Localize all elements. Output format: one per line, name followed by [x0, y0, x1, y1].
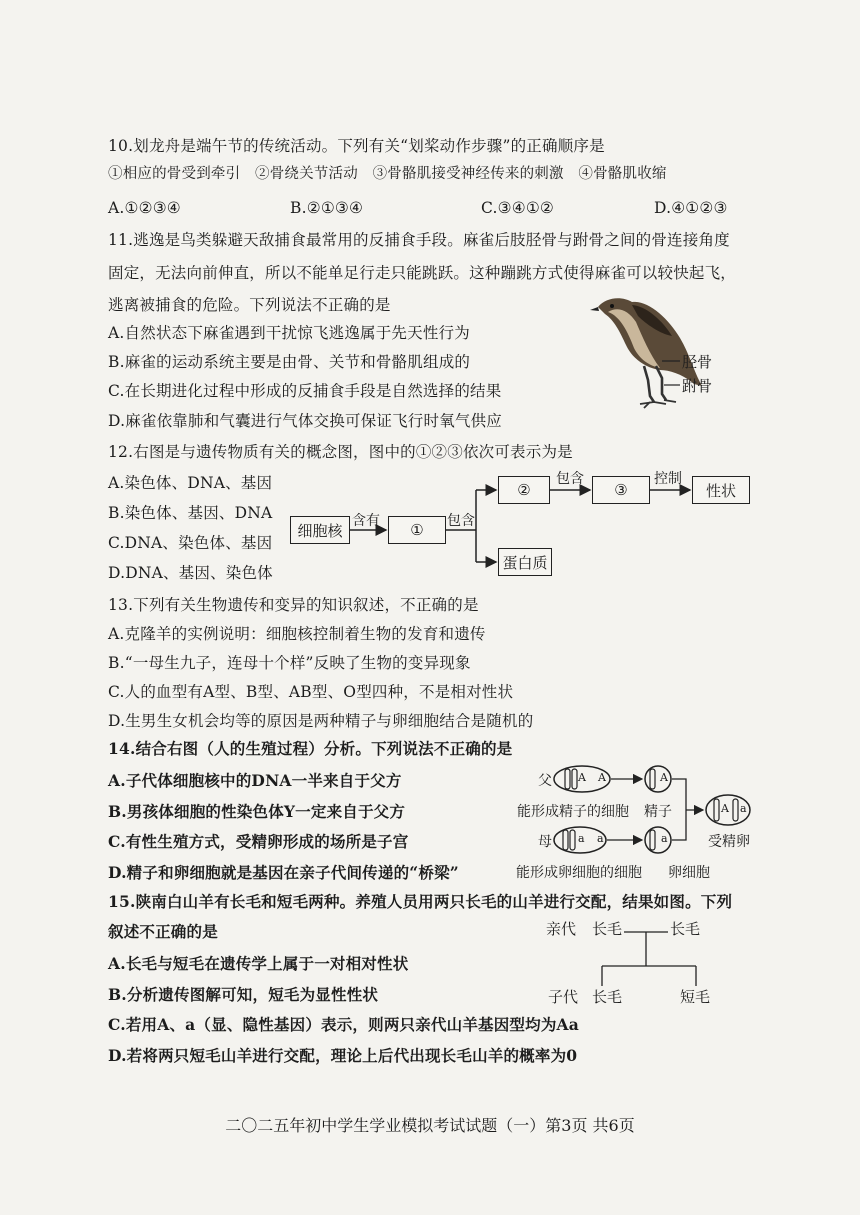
- q15-option-b: B.分析遗传图解可知，短毛为显性性状: [108, 985, 379, 1004]
- sperm-label: 精子: [644, 804, 672, 820]
- trait-box: 性状: [692, 476, 750, 504]
- tibia-label: 胫骨: [682, 353, 713, 371]
- q12-option-d: D.DNA、基因、染色体: [108, 564, 273, 582]
- q14-option-a: A.子代体细胞核中的DNA一半来自于父方: [108, 771, 402, 790]
- q10-option-c: C.③④①②: [481, 199, 555, 217]
- q11-stem-line-3: 逃离被捕食的危险。下列说法不正确的是: [108, 296, 391, 314]
- q10-steps: ①相应的骨受到牵引 ②骨绕关节活动 ③骨骼肌接受神经传来的刺激 ④骨骼肌收缩: [108, 166, 667, 182]
- q10-option-d: D.④①②③: [654, 199, 728, 217]
- offspring-long-hair: 长毛: [592, 988, 623, 1006]
- mother-label: 母: [538, 834, 552, 850]
- node-2-box: ②: [498, 476, 550, 504]
- q11-option-d: D.麻雀依靠肺和气囊进行气体交换可保证飞行时氧气供应: [108, 412, 503, 430]
- q15-option-c: C.若用A、a（显、隐性基因）表示，则两只亲代山羊基因型均为Aa: [108, 1015, 580, 1034]
- zygote-gene-A: A: [721, 802, 729, 815]
- parent-long-hair-2: 长毛: [670, 920, 701, 938]
- q13-option-d: D.生男生女机会均等的原因是两种精子与卵细胞结合是随机的: [108, 712, 534, 730]
- father-gene-A-1: A: [578, 771, 586, 784]
- offspring-short-hair: 短毛: [680, 988, 711, 1006]
- q14-option-c: C.有性生殖方式，受精卵形成的场所是子宫: [108, 832, 409, 851]
- mother-gene-a-2: a: [597, 832, 604, 845]
- egg-gene-a: a: [661, 832, 668, 845]
- egg-label: 卵细胞: [668, 865, 710, 881]
- q11-option-a: A.自然状态下麻雀遇到干扰惊飞逃逸属于先天性行为: [108, 324, 470, 342]
- q12-option-a: A.染色体、DNA、基因: [108, 474, 273, 492]
- page-footer: 二〇二五年初中学生学业模拟考试试题（一）第3页 共6页: [225, 1116, 635, 1135]
- q15-stem-line-1: 15.陕南白山羊有长毛和短毛两种。养殖人员用两只长毛的山羊进行交配，结果如图。下列: [108, 892, 733, 911]
- sperm-gene-A: A: [660, 771, 668, 784]
- egg-cell-label: 能形成卵细胞的细胞: [516, 865, 642, 881]
- q11-option-b: B.麻雀的运动系统主要是由骨、关节和骨骼肌组成的: [108, 353, 471, 371]
- q15-option-d: D.若将两只短毛山羊进行交配，理论上后代出现长毛山羊的概率为0: [108, 1046, 578, 1065]
- q13-option-b: B.“一母生九子，连母十个样”反映了生物的变异现象: [108, 654, 471, 672]
- q12-option-c: C.DNA、染色体、基因: [108, 534, 273, 552]
- q12-stem: 12.右图是与遗传物质有关的概念图，图中的①②③依次可表示为是: [108, 443, 573, 461]
- zygote-label: 受精卵: [708, 834, 750, 850]
- q14-option-d: D.精子和卵细胞就是基因在亲子代间传递的“桥梁”: [108, 863, 459, 882]
- mother-gene-a-1: a: [578, 832, 585, 845]
- q10-stem: 10.划龙舟是端午节的传统活动。下列有关“划桨动作步骤”的正确顺序是: [108, 137, 605, 155]
- parent-long-hair-1: 长毛: [592, 920, 623, 938]
- contains-label-2: 包含: [447, 513, 475, 529]
- protein-box: 蛋白质: [498, 548, 552, 576]
- contains-label-1: 含有: [352, 513, 380, 529]
- q11-stem-line-2: 固定，无法向前伸直，所以不能单足行走只能跳跃。这种蹦跳方式使得麻雀可以较快起飞，: [108, 264, 737, 282]
- contains-label-3: 包含: [556, 471, 584, 487]
- q11-stem-line-1: 11.逃逸是鸟类躲避天敌捕食最常用的反捕食手段。麻雀后肢胫骨与跗骨之间的骨连接角度: [108, 231, 730, 249]
- parent-generation-label: 亲代: [546, 920, 577, 938]
- father-gene-A-2: A: [598, 771, 606, 784]
- q11-option-c: C.在长期进化过程中形成的反捕食手段是自然选择的结果: [108, 382, 502, 400]
- q14-stem: 14.结合右图（人的生殖过程）分析。下列说法不正确的是: [108, 739, 513, 758]
- q15-stem-line-2: 叙述不正确的是: [108, 922, 218, 941]
- q13-option-a: A.克隆羊的实例说明：细胞核控制着生物的发育和遗传: [108, 625, 486, 643]
- nucleus-box: 细胞核: [290, 516, 350, 544]
- tarsus-label: 跗骨: [682, 377, 713, 395]
- q15-option-a: A.长毛与短毛在遗传学上属于一对相对性状: [108, 954, 409, 973]
- sperm-cell-label: 能形成精子的细胞: [517, 804, 629, 820]
- node-1-box: ①: [388, 516, 446, 544]
- q14-option-b: B.男孩体细胞的性染色体Y一定来自于父方: [108, 802, 406, 821]
- zygote-gene-a: a: [740, 802, 747, 815]
- q13-stem: 13.下列有关生物遗传和变异的知识叙述，不正确的是: [108, 596, 479, 614]
- q10-option-b: B.②①③④: [290, 199, 364, 217]
- controls-label: 控制: [654, 471, 682, 487]
- q12-option-b: B.染色体、基因、DNA: [108, 504, 273, 522]
- node-3-box: ③: [592, 476, 650, 504]
- offspring-generation-label: 子代: [548, 988, 579, 1006]
- q13-option-c: C.人的血型有A型、B型、AB型、O型四种，不是相对性状: [108, 683, 514, 701]
- father-label: 父: [538, 773, 552, 789]
- q10-option-a: A.①②③④: [108, 199, 181, 217]
